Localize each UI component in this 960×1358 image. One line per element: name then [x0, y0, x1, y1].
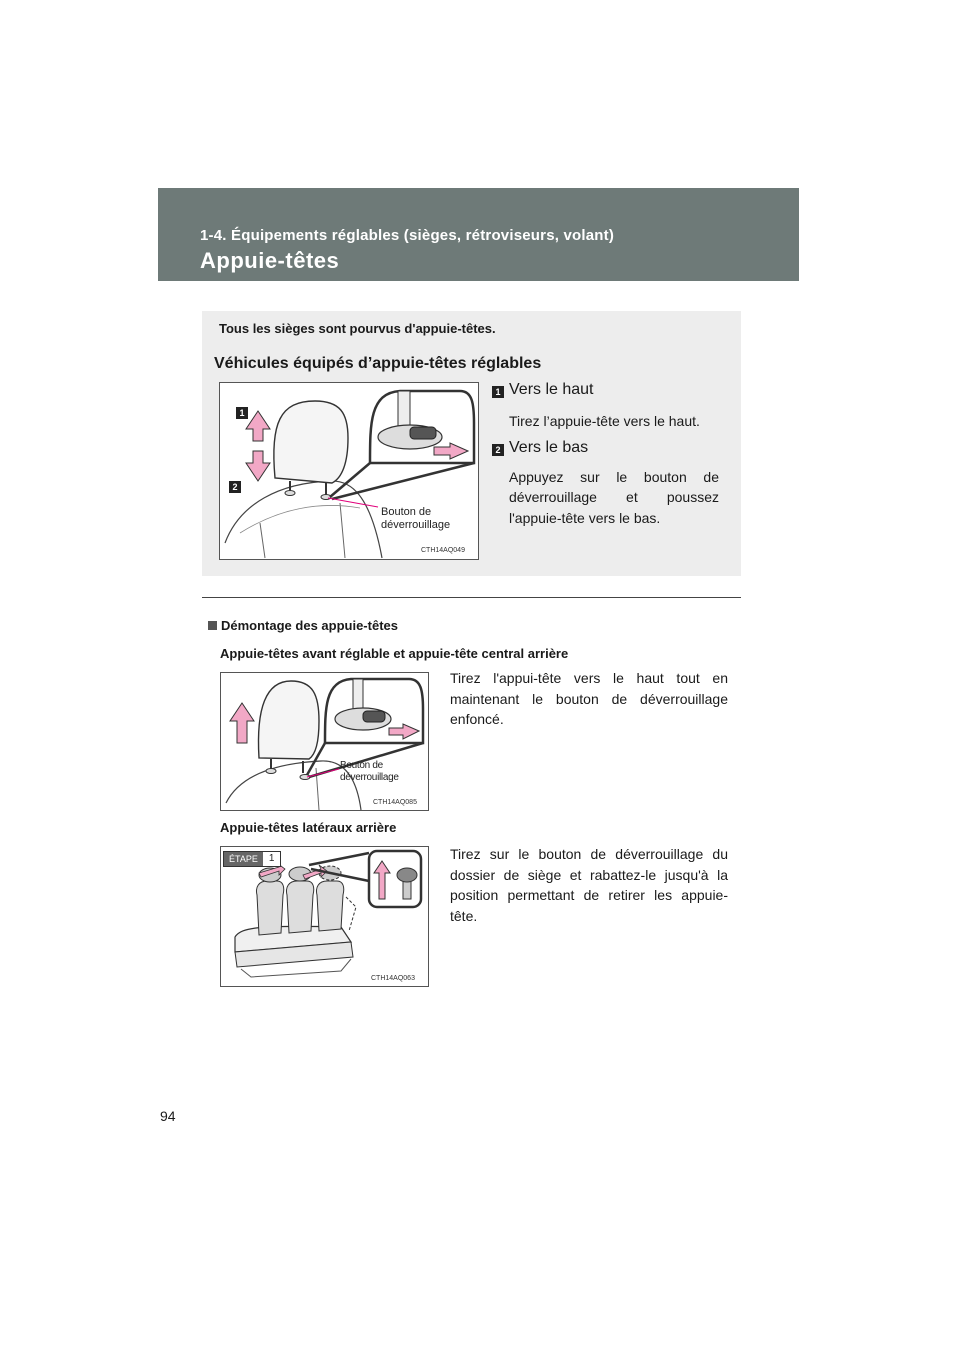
figure-code: CTH14AQ085 — [373, 799, 417, 806]
page-number: 94 — [160, 1108, 176, 1124]
release-button-label: Bouton de déverrouillage — [381, 506, 451, 532]
figure-marker-2: 2 — [229, 481, 241, 493]
front-headrest-illustration — [221, 673, 428, 810]
side-headrest-text: Tirez sur le bouton de déverrouillage du dossier de siège et rabattez-le jusqu'à la position permettant de retirer les appuie-tête. — [450, 846, 728, 924]
front-headrest-label: Appuie-têtes avant réglable et appuie-tête central arrière — [220, 646, 569, 661]
step-number: 1 — [263, 852, 281, 866]
front-headrest-text: Tirez l'appui-tête vers le haut tout en maintenant le bouton de déverrouillage enfoncé. — [450, 670, 728, 728]
headrest-adjust-illustration — [220, 383, 478, 559]
figure-code: CTH14AQ063 — [371, 975, 415, 982]
figure-side-headrest — [220, 846, 429, 987]
step-marker-2: 2 — [492, 444, 504, 456]
side-headrest-label: Appuie-têtes latéraux arrière — [220, 820, 397, 835]
step-badge — [223, 851, 281, 867]
figure-marker-1: 1 — [236, 407, 248, 419]
page-title: Appuie-têtes — [200, 248, 340, 273]
step-label: ÉTAPE — [224, 852, 263, 866]
step-body-down: Appuyez sur le bouton de déverrouillage et poussez l'appuie-tête vers le bas. — [509, 469, 719, 526]
intro-statement: Tous les sièges sont pourvus d'appuie-têtes. — [219, 321, 496, 336]
figure-code: CTH14AQ049 — [421, 547, 465, 554]
removal-heading: Démontage des appuie-têtes — [208, 618, 398, 633]
section-title: 1-4. Équipements réglables (sièges, rétroviseurs, volant) — [200, 227, 615, 244]
figure-front-headrest — [220, 672, 429, 811]
side-headrest-illustration — [221, 847, 428, 986]
adjustable-subheading: Véhicules équipés d’appuie-têtes réglables — [214, 355, 542, 372]
square-bullet-icon — [208, 621, 217, 630]
step-body-up: Tirez l’appuie-tête vers le haut. — [509, 413, 700, 429]
figure-headrest-adjust — [219, 382, 479, 560]
step-heading-down: Vers le bas — [509, 439, 589, 456]
step-heading-up: Vers le haut — [509, 381, 594, 398]
release-button-label: Bouton de déverrouillage — [340, 760, 399, 783]
step-marker-1: 1 — [492, 386, 504, 398]
section-divider — [202, 597, 741, 598]
